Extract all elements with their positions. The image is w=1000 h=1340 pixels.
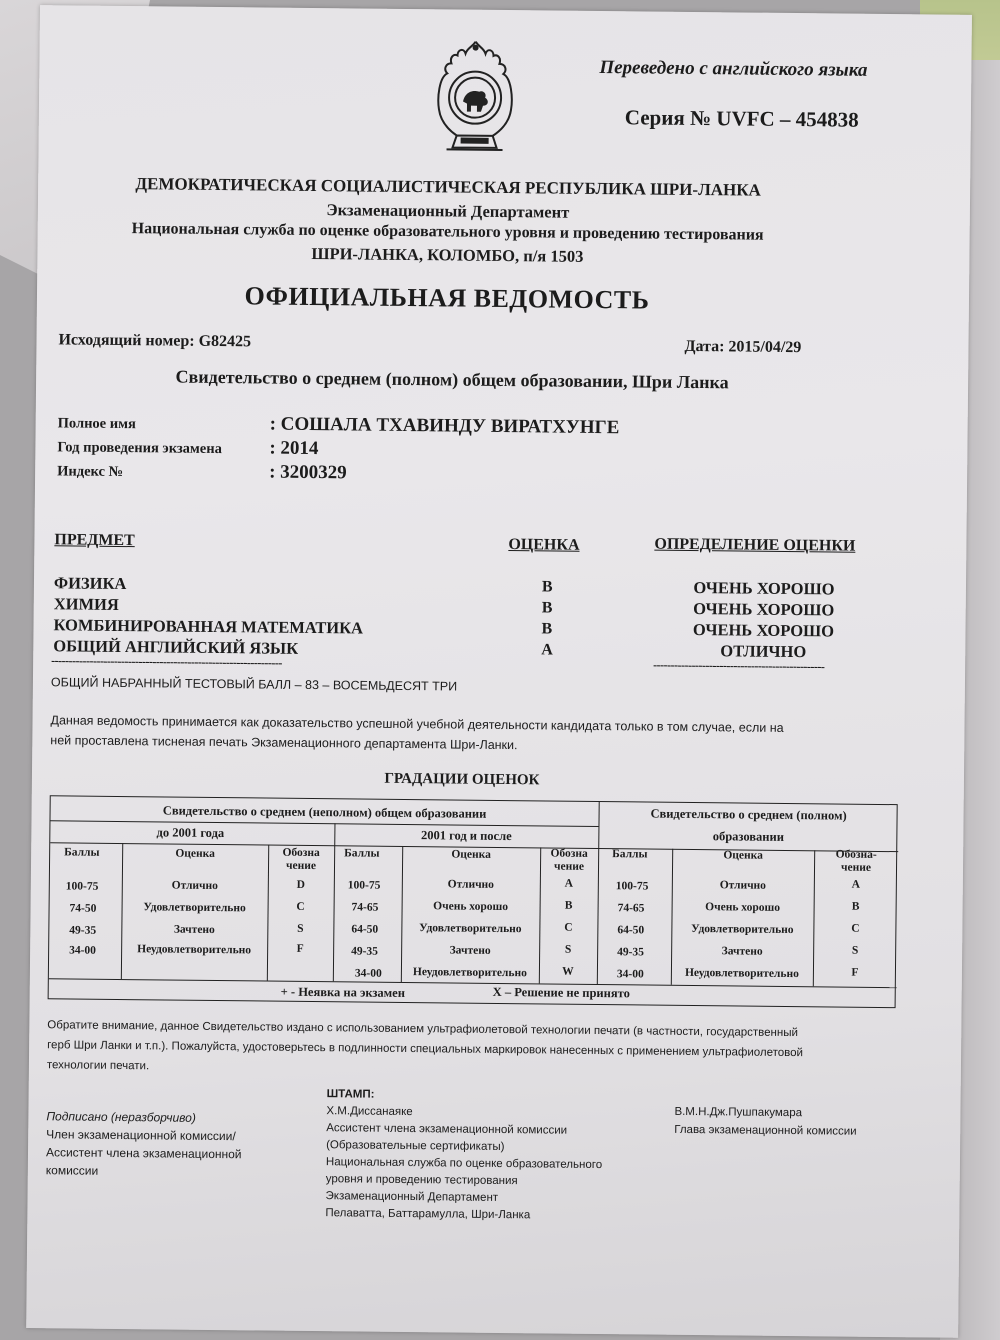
table-cell: 64-50 <box>617 924 645 937</box>
result-subject: ХИМИЯ <box>53 594 119 614</box>
table-cell: A <box>851 878 861 891</box>
table-cell: Неудовлетворительно <box>137 943 252 957</box>
table-cell: Отлично <box>171 879 218 893</box>
table-cell: W <box>562 965 574 978</box>
result-subject: КОМБИНИРОВАННАЯ МАТЕМАТИКА <box>53 615 364 638</box>
table-group2-title-line2: образовании <box>712 829 785 844</box>
table-cell: S <box>851 944 859 957</box>
table-col-symbol-line2: чение <box>285 859 317 873</box>
result-grade: B <box>541 620 553 638</box>
table-col-symbol: Обозна <box>282 846 320 860</box>
legend-absent: + - Неявка на экзамен <box>280 984 406 1000</box>
table-col-symbol-line2: чение <box>553 860 585 873</box>
signature-right-line: Глава экзаменационной комиссии <box>674 1123 857 1138</box>
validity-text-line1: Данная ведомость принимается как доказательство успешной учебной деятельности кандидата только в том случае, если на <box>50 713 784 735</box>
field-label-index: Индекс № <box>57 463 124 481</box>
table-cell: 100-75 <box>615 880 649 893</box>
table-col-grade: Оценка <box>451 848 491 861</box>
table-col-points: Баллы <box>344 847 380 860</box>
signature-right-line: В.М.Н.Дж.Пушпакумара <box>674 1105 803 1120</box>
table-group2-title: Свидетельство о среднем (полном) <box>650 806 847 823</box>
table-cell: A <box>564 877 574 890</box>
table-col-grade: Оценка <box>175 847 215 860</box>
grades-table <box>48 795 898 1008</box>
dash-line-left: ------------------------------------------------------------------ <box>51 653 282 670</box>
stamp-line: Национальная служба по оценке образовательного <box>325 1156 603 1172</box>
result-definition: ОТЛИЧНО <box>720 641 807 662</box>
field-value-name: : СОШАЛА ТХАВИНДУ ВИРАТХУНГЕ <box>269 413 620 439</box>
validity-text-line2: ней проставлена тисненая печать Экзаменационного департамента Шри-Ланки. <box>50 733 518 753</box>
header-department: Экзаменационный Департамент <box>326 200 570 222</box>
table-cell: Зачтено <box>721 945 763 958</box>
stamp-line: Пелаватта, Баттарамулла, Шри-Ланка <box>325 1207 531 1222</box>
table-cell: 100-75 <box>65 880 99 893</box>
table-cell: 64-50 <box>351 923 379 936</box>
header-address: ШРИ-ЛАНКА, КОЛОМБО, п/я 1503 <box>311 243 584 266</box>
field-label-year: Год проведения экзамена <box>57 439 222 458</box>
stamp-line: ШТАМП: <box>326 1088 375 1101</box>
result-definition: ОЧЕНЬ ХОРОШО <box>693 598 835 620</box>
uv-note-line1: Обратите внимание, данное Свидетельство издано с использованием ультрафиолетовой технологии печати (в частности, государственный <box>47 1019 799 1040</box>
table-cell: Отлично <box>719 879 767 892</box>
table-cell: 34-00 <box>354 967 382 980</box>
table-cell: 74-65 <box>617 902 645 915</box>
table-cell: C <box>851 922 860 935</box>
table-cell: B <box>564 899 573 912</box>
table-cell: Очень хорошо <box>433 900 509 914</box>
table-cell: Неудовлетворительно <box>412 966 527 980</box>
result-grade: B <box>541 599 553 617</box>
certificate-name: Свидетельство о среднем (полном) общем образовании, Шри Ланка <box>175 366 729 393</box>
table-cell: S <box>297 922 304 935</box>
stamp-line: (Образовательные сертификаты) <box>326 1139 505 1154</box>
table-cell: D <box>296 878 306 891</box>
stamp-line: Х.М.Диссанаяке <box>326 1105 413 1119</box>
table-col-symbol: Обозна <box>550 847 588 860</box>
result-subject: ОБЩИЙ АНГЛИЙСКИЙ ЯЗЫК <box>53 636 299 658</box>
stamp-line: Экзаменационный Департамент <box>325 1190 499 1204</box>
reference-number: Исходящий номер: G82425 <box>58 331 252 351</box>
table-col-symbol: Обозна- <box>835 848 877 861</box>
table-cell: 100-75 <box>347 879 381 892</box>
table-cell: Зачтено <box>449 944 491 957</box>
result-grade: A <box>541 641 553 659</box>
signature-left-line: Ассистент члена экзаменационной <box>45 1145 242 1162</box>
table-cell: Очень хорошо <box>705 901 781 914</box>
table-cell: 34-00 <box>69 944 97 957</box>
table-cell: F <box>296 942 304 955</box>
result-grade: B <box>541 578 553 596</box>
field-label-name: Полное имя <box>57 415 136 433</box>
table-cell: C <box>564 921 573 934</box>
header-country: ДЕМОКРАТИЧЕСКАЯ СОЦИАЛИСТИЧЕСКАЯ РЕСПУБЛИКА ШРИ-ЛАНКА <box>135 174 761 200</box>
table-cell: C <box>296 900 305 913</box>
table-group1-after: 2001 год и после <box>420 828 512 844</box>
table-cell: B <box>851 900 860 913</box>
results-header-subject: ПРЕДМЕТ <box>54 531 135 550</box>
result-definition: ОЧЕНЬ ХОРОШО <box>692 619 835 641</box>
result-subject: ФИЗИКА <box>53 573 127 594</box>
table-cell: S <box>564 943 572 956</box>
legend-no-decision: X – Решение не принято <box>492 984 630 1001</box>
stamp-line: Ассистент члена экзаменационной комиссии <box>326 1122 568 1137</box>
field-value-year: : 2014 <box>269 437 319 460</box>
table-col-points: Баллы <box>612 848 648 861</box>
table-cell: Неудовлетворительно <box>684 966 799 981</box>
field-value-index: : 3200329 <box>269 461 347 484</box>
table-cell: Отлично <box>447 878 495 891</box>
table-cell: 49-35 <box>351 945 379 958</box>
table-cell: 74-65 <box>351 901 379 914</box>
table-cell: Удовлетворительно <box>419 922 522 936</box>
table-col-symbol-line2: чение <box>840 861 872 874</box>
table-cell: F <box>851 966 859 979</box>
signature-left-line: Член экзаменационной комиссии/ <box>46 1127 236 1144</box>
table-cell: Зачтено <box>173 923 215 937</box>
series-number: Серия № UVFC – 454838 <box>624 105 859 132</box>
results-header-grade: ОЦЕНКА <box>508 536 580 554</box>
grades-title: ГРАДАЦИИ ОЦЕНОК <box>384 770 540 789</box>
table-group1-before: до 2001 года <box>156 825 225 841</box>
uv-note-line2: герб Шри Ланки и т.п.). Пожалуйста, удостоверьтесь в подлинности специальных маркировок нанесенных с применением ультрафиолетовой <box>47 1039 804 1060</box>
uv-note-line3: технологии печати. <box>46 1059 150 1073</box>
result-definition: ОЧЕНЬ ХОРОШО <box>693 577 835 599</box>
total-score: ОБЩИЙ НАБРАННЫЙ ТЕСТОВЫЙ БАЛЛ – 83 – ВОСЕМЬДЕСЯТ ТРИ <box>50 675 458 694</box>
dash-line-right: ------------------------------------------------- <box>653 657 825 674</box>
table-cell: Удовлетворительно <box>691 922 794 937</box>
table-cell: 49-35 <box>69 924 97 937</box>
table-cell: 49-35 <box>617 946 645 959</box>
table-cell: 74-50 <box>69 902 97 915</box>
document-title: ОФИЦИАЛЬНАЯ ВЕДОМОСТЬ <box>244 281 650 315</box>
results-header-definition: ОПРЕДЕЛЕНИЕ ОЦЕНКИ <box>654 535 856 555</box>
stamp-line: уровня и проведению тестирования <box>325 1173 518 1188</box>
table-cell: Удовлетворительно <box>143 901 246 915</box>
table-col-points: Баллы <box>64 846 100 859</box>
sri-lanka-emblem-icon <box>426 37 523 156</box>
signature-left-line: комиссии <box>45 1163 99 1178</box>
table-cell: 34-00 <box>616 968 644 981</box>
table-col-grade: Оценка <box>723 849 763 862</box>
header-service: Национальная служба по оценке образовательного уровня и проведению тестирования <box>131 220 764 244</box>
translation-note: Переведено с английского языка <box>599 56 868 81</box>
document-date: Дата: 2015/04/29 <box>684 337 802 357</box>
signature-left-line: Подписано (неразборчиво) <box>46 1109 196 1125</box>
table-group1-title: Свидетельство о среднем (неполном) общем образовании <box>162 803 487 821</box>
document-sheet <box>26 5 972 1338</box>
